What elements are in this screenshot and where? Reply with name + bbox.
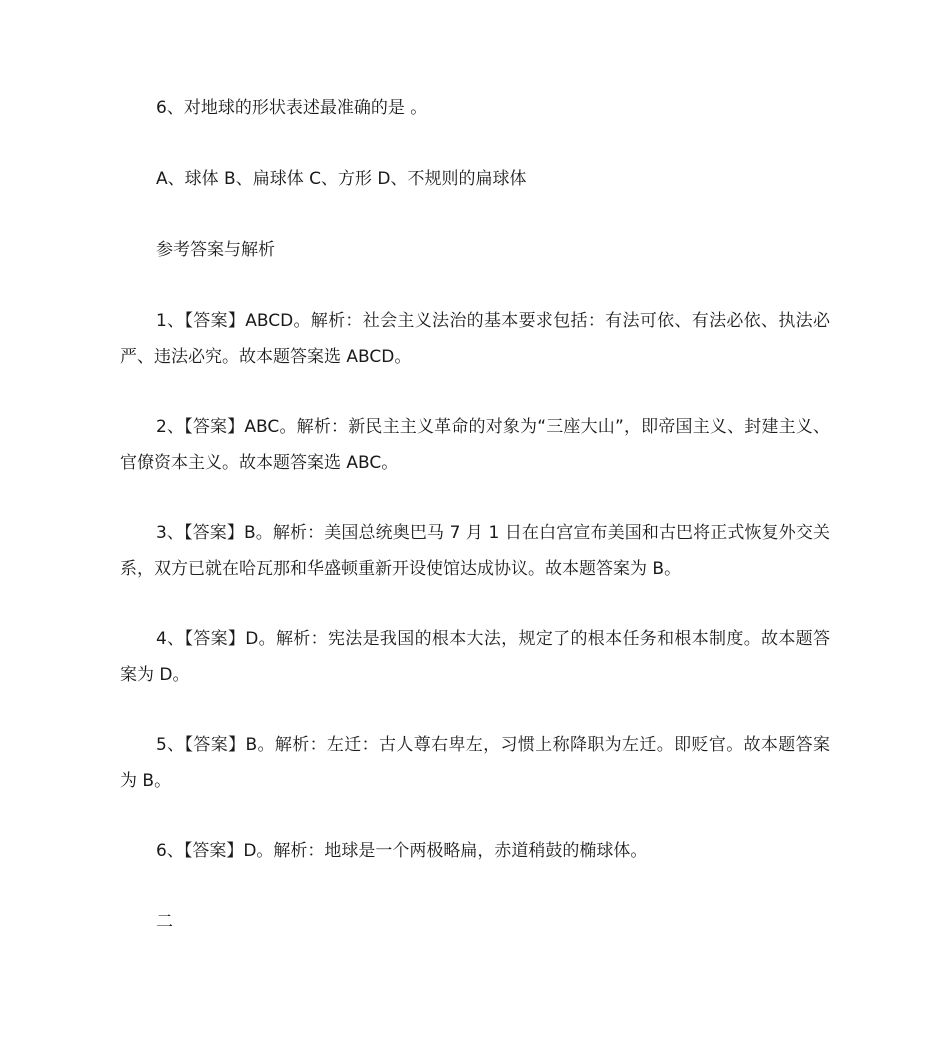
answer-1: 1、【答案】ABCD。解析：社会主义法治的基本要求包括：有法可依、有法必依、执法必严、违法必究。故本题答案选 ABCD。	[120, 311, 830, 367]
answers-heading: 参考答案与解析	[156, 240, 275, 260]
answer-6: 6、【答案】D。解析：地球是一个两极略扁，赤道稍鼓的椭球体。	[156, 841, 648, 861]
question-6-stem: 6、对地球的形状表述最准确的是 。	[156, 98, 428, 118]
answer-5: 5、【答案】B。解析：左迁：古人尊右卑左，习惯上称降职为左迁。即贬官。故本题答案为 B。	[120, 735, 830, 791]
section-marker: 二	[156, 912, 173, 932]
question-6-options: A、球体 B、扁球体 C、方形 D、不规则的扁球体	[156, 169, 527, 189]
answer-2: 2、【答案】ABC。解析：新民主主义革命的对象为“三座大山”，即帝国主义、封建主义、官僚资本主义。故本题答案选 ABC。	[120, 417, 830, 473]
answer-3: 3、【答案】B。解析：美国总统奥巴马 7 月 1 日在白宫宣布美国和古巴将正式恢复外交关系，双方已就在哈瓦那和华盛顿重新开设使馆达成协议。故本题答案为 B。	[120, 523, 830, 579]
answer-4: 4、【答案】D。解析：宪法是我国的根本大法，规定了的根本任务和根本制度。故本题答案为 D。	[120, 629, 830, 685]
